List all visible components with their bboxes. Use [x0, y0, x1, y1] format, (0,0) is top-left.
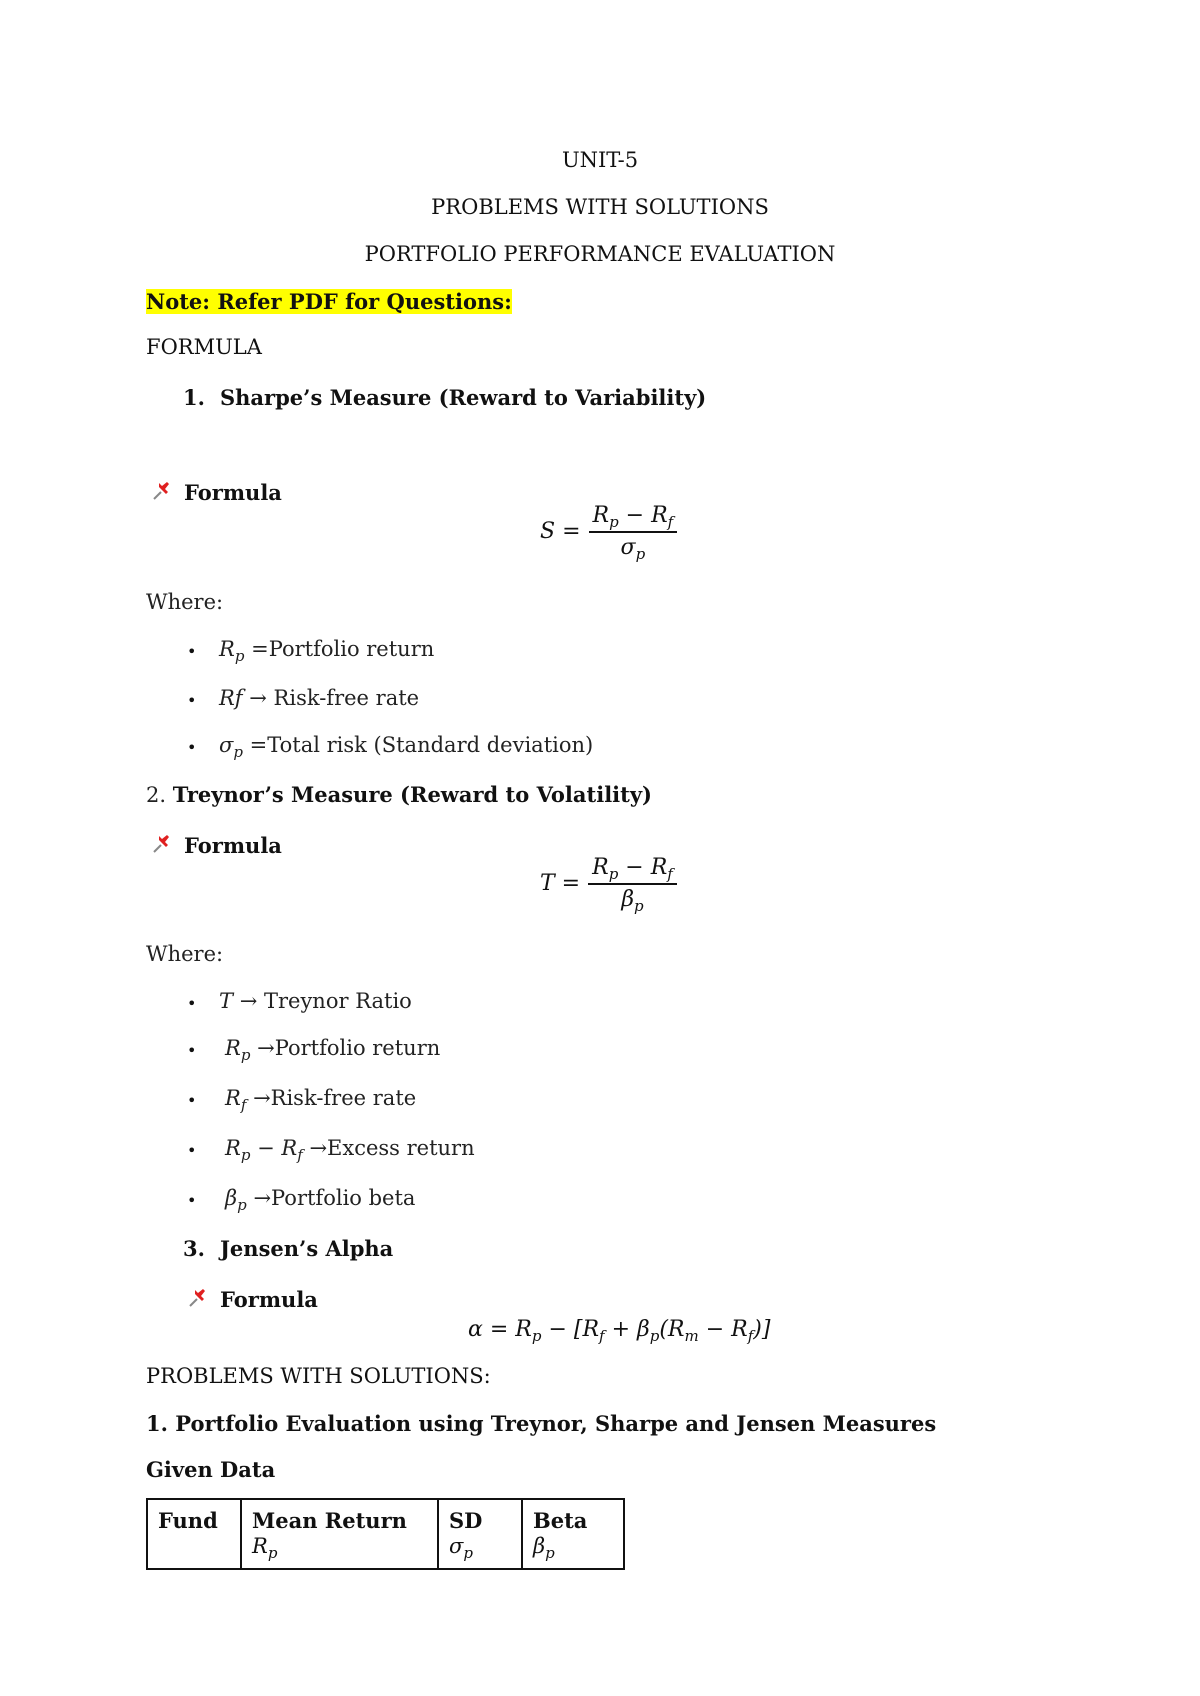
jensen-formula-label-row	[186, 1286, 318, 1312]
sharpe-formula-label-row	[150, 479, 282, 505]
jensen-number: 3.	[183, 1236, 205, 1261]
bullet-dot: •	[187, 1191, 197, 1210]
given-data-table	[146, 1498, 625, 1570]
unit-label: UNIT-5	[561, 148, 639, 172]
sharpe-item-rf: Rf → Risk-free rate	[219, 686, 420, 710]
sharpe-heading: Sharpe’s Measure (Reward to Variability)	[220, 385, 707, 410]
bullet-dot: •	[187, 1141, 197, 1160]
treynor-item-rp: $R_p$ →Portfolio return	[225, 1036, 441, 1064]
treynor-heading: Treynor’s Measure (Reward to Volatility)	[172, 782, 652, 807]
treynor-where: Where:	[146, 942, 224, 966]
jensen-heading: Jensen’s Alpha	[220, 1236, 394, 1261]
bullet-dot: •	[187, 1041, 197, 1060]
page-subtitle: PROBLEMS WITH SOLUTIONS	[431, 195, 769, 219]
sharpe-formula: S = $\frac{R_p - R_f}{\sigma_p}$	[540, 503, 677, 560]
table-header-beta: Beta $\beta_p$	[522, 1499, 624, 1569]
treynor-formula-label-row	[150, 832, 282, 858]
treynor-heading-row: 2. Treynor’s Measure (Reward to Volatility)	[146, 782, 652, 807]
bullet-dot: •	[187, 691, 197, 710]
treynor-formula: T = $\frac{R_p - R_f}{\beta_p}$	[540, 855, 677, 912]
problem-1-heading: 1. Portfolio Evaluation using Treynor, Sharpe and Jensen Measures	[146, 1411, 937, 1436]
page-title: PORTFOLIO PERFORMANCE EVALUATION	[364, 242, 836, 266]
treynor-item-excess: $R_p - R_f$ →Excess return	[225, 1136, 475, 1164]
note-text: Note: Refer PDF for Questions:	[146, 289, 512, 314]
formula-heading: FORMULA	[146, 335, 262, 359]
table-header-fund: Fund	[147, 1499, 241, 1569]
table-header-sd: SD $\sigma_p$	[438, 1499, 522, 1569]
sharpe-item-sigma: $\sigma_p$ =Total risk (Standard deviation)	[219, 733, 594, 761]
given-data-label: Given Data	[146, 1457, 276, 1482]
note-line	[146, 289, 512, 314]
bullet-dot: •	[187, 738, 197, 757]
bullet-dot: •	[187, 1091, 197, 1110]
pushpin-icon	[150, 479, 174, 503]
problems-heading: PROBLEMS WITH SOLUTIONS:	[146, 1364, 491, 1388]
table-header-row	[147, 1499, 624, 1569]
sharpe-item-rp: $R_p$ =Portfolio return	[219, 637, 435, 665]
sharpe-where: Where:	[146, 590, 224, 614]
treynor-item-t: T → Treynor Ratio	[219, 989, 412, 1013]
pushpin-icon	[186, 1286, 210, 1310]
bullet-dot: •	[187, 642, 197, 661]
jensen-formula: $\alpha = R_p - [R_f + \beta_p(R_m - R_f)]$	[468, 1317, 771, 1345]
sharpe-number: 1.	[183, 385, 205, 410]
treynor-item-rf: $R_f$ →Risk-free rate	[225, 1086, 417, 1114]
pushpin-icon	[150, 832, 174, 856]
bullet-dot: •	[187, 994, 197, 1013]
jensen-formula-label: Formula	[220, 1287, 318, 1312]
sharpe-formula-label: Formula	[184, 480, 282, 505]
table-header-mean-return: Mean Return $R_p$	[241, 1499, 438, 1569]
treynor-formula-label: Formula	[184, 833, 282, 858]
treynor-item-beta: $\beta_p$ →Portfolio beta	[225, 1186, 416, 1214]
